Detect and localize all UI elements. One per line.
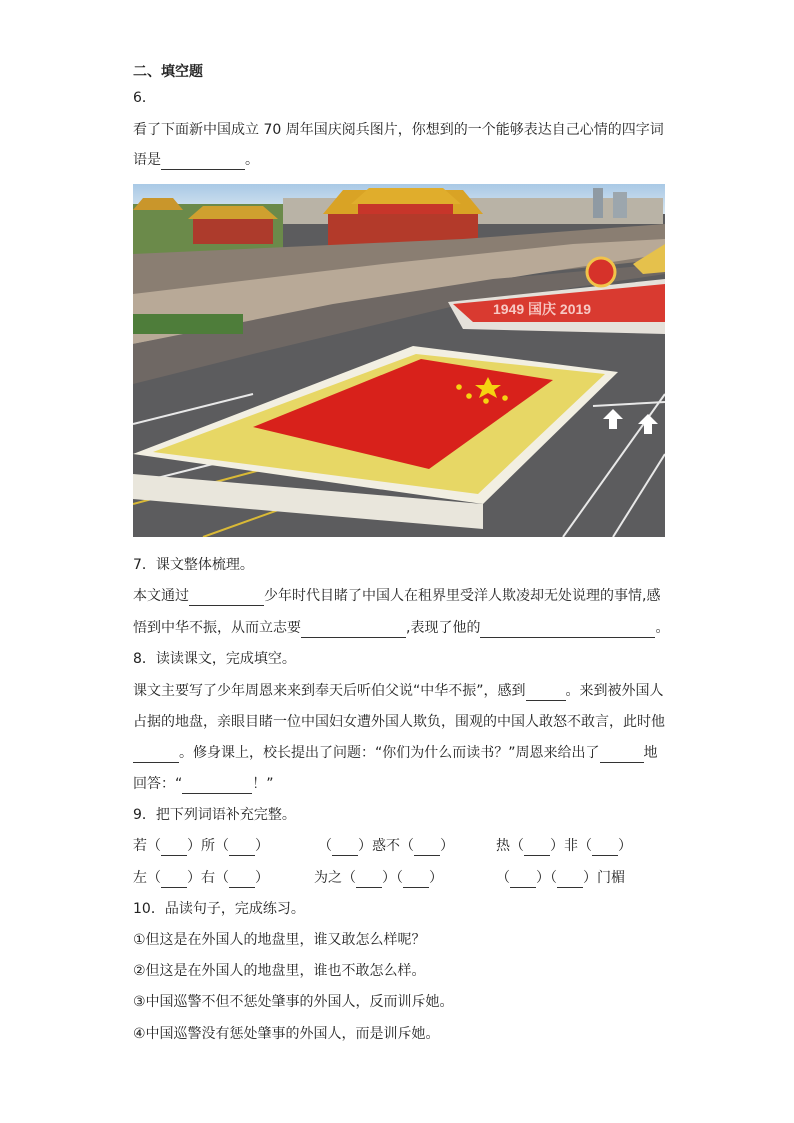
idiom-5: [314, 868, 443, 888]
sentence-3: ③中国巡警不但不惩处肇事的外国人，反而训斥她。: [133, 994, 454, 1010]
answer-blank[interactable]: [557, 871, 583, 888]
question-7-line-2: [133, 618, 669, 638]
question-8-text-c: 。修身课上，校长提出了问题：“你们为什么而读书？”周恩来给出了: [179, 745, 600, 761]
question-7-title: 7．课文整体梳理。: [133, 557, 254, 573]
idiom-text: ）: [440, 838, 454, 854]
answer-blank[interactable]: [414, 839, 440, 856]
question-7-line-1: [133, 586, 660, 606]
idiom-text: ）: [618, 838, 632, 854]
question-6-suffix: 。: [245, 152, 259, 168]
question-8-title: 8．读读课文，完成填空。: [133, 651, 296, 667]
idiom-1: [133, 836, 269, 856]
question-8-line-1: [133, 681, 664, 701]
question-8-text-b: 。来到被外国人: [565, 683, 664, 699]
idiom-text: ）: [255, 870, 269, 886]
idiom-2: [318, 836, 454, 856]
answer-blank[interactable]: [524, 839, 550, 856]
question-7-text-a: 本文通过: [133, 588, 189, 604]
question-6-prefix: 语是: [133, 152, 161, 168]
question-7-text-b: 少年时代目睹了中国人在租界里受洋人欺凌却无处说理的事情,感: [264, 588, 661, 604]
idiom-text: 为之（: [314, 870, 356, 886]
idiom-text: ）门楣: [583, 870, 625, 886]
idiom-text: ）惑不（: [358, 838, 414, 854]
answer-blank[interactable]: [600, 746, 644, 763]
answer-blank[interactable]: [133, 746, 179, 763]
question-6-line-1: 看了下面新中国成立 70 周年国庆阅兵图片，你想到的一个能够表达自己心情的四字词: [133, 122, 664, 138]
question-8-line-4: [133, 774, 274, 794]
answer-blank[interactable]: [229, 839, 255, 856]
parade-photo: [133, 184, 665, 537]
answer-blank[interactable]: [403, 871, 429, 888]
question-8-line-3: [133, 743, 658, 763]
answer-blank[interactable]: [480, 621, 655, 638]
idiom-text: ）（: [536, 870, 557, 886]
question-8-text-f: ！”: [252, 776, 274, 792]
idiom-6: [496, 868, 625, 888]
sentence-1: ①但这是在外国人的地盘里，谁又敢怎么样呢？: [133, 932, 426, 948]
answer-blank[interactable]: [356, 871, 382, 888]
question-8-text-a: 课文主要写了少年周恩来来到奉天后听伯父说“中华不振”，感到: [133, 683, 526, 699]
answer-blank[interactable]: [592, 839, 618, 856]
question-7-text-d: ,表现了他的: [406, 620, 481, 636]
answer-blank[interactable]: [301, 621, 406, 638]
answer-blank[interactable]: [189, 589, 264, 606]
answer-blank[interactable]: [332, 839, 358, 856]
section-title: 二、填空题: [133, 64, 203, 80]
parade-banner-text: 1949 国庆 2019: [493, 301, 592, 317]
idiom-text: 左（: [133, 870, 161, 886]
question-9-title: 9．把下列词语补充完整。: [133, 807, 296, 823]
question-8-text-e: 回答：“: [133, 776, 183, 792]
question-6-line-2: [133, 150, 259, 170]
answer-blank[interactable]: [161, 871, 187, 888]
sentence-4: ④中国巡警没有惩处肇事的外国人，而是训斥她。: [133, 1026, 440, 1042]
idiom-text: ）: [255, 838, 269, 854]
idiom-text: （: [318, 838, 332, 854]
idiom-text: ）右（: [187, 870, 229, 886]
answer-blank[interactable]: [182, 777, 252, 794]
answer-blank[interactable]: [161, 153, 245, 170]
answer-blank[interactable]: [229, 871, 255, 888]
answer-blank[interactable]: [526, 684, 566, 701]
question-8-line-2: 占据的地盘，亲眼目睹一位中国妇女遭外国人欺负，围观的中国人敢怒不敢言，此时他: [133, 714, 665, 730]
idiom-text: ）: [429, 870, 443, 886]
idiom-text: ）非（: [550, 838, 592, 854]
idiom-4: [133, 868, 269, 888]
question-8-text-d: 地: [643, 745, 658, 761]
parade-photo-illustration: [133, 184, 665, 537]
idiom-text: （: [496, 870, 510, 886]
sentence-2: ②但这是在外国人的地盘里，谁也不敢怎么样。: [133, 963, 426, 979]
idiom-text: ）（: [382, 870, 403, 886]
question-10-title: 10．品读句子，完成练习。: [133, 901, 305, 917]
idiom-3: [496, 836, 632, 856]
idiom-text: 热（: [496, 838, 524, 854]
question-7-text-e: 。: [655, 620, 670, 636]
idiom-text: 若（: [133, 838, 161, 854]
answer-blank[interactable]: [161, 839, 187, 856]
idiom-text: ）所（: [187, 838, 229, 854]
question-7-text-c: 悟到中华不振，从而立志要: [133, 620, 301, 636]
question-6-number: 6．: [133, 90, 156, 106]
answer-blank[interactable]: [510, 871, 536, 888]
